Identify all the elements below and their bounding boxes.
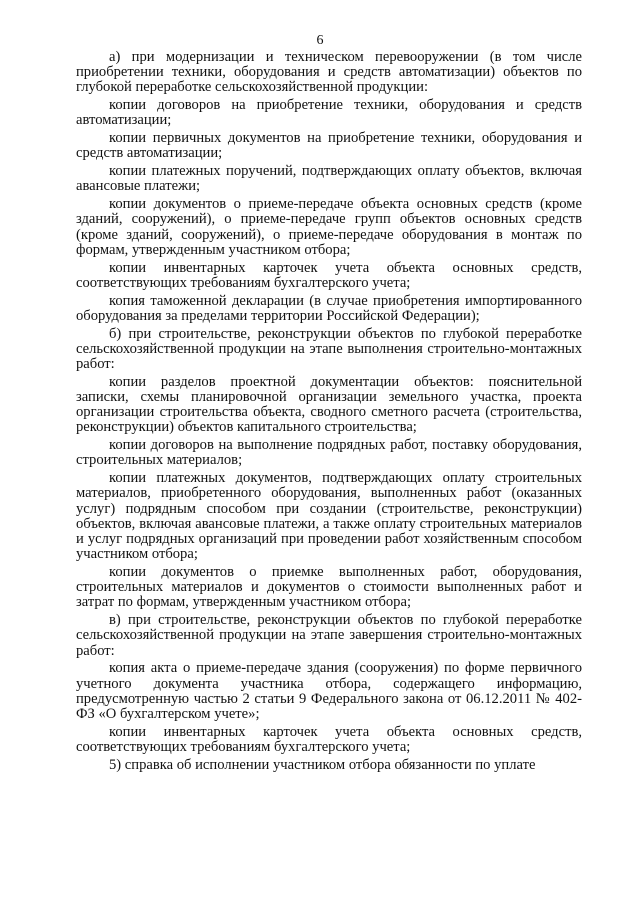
page-number: 6 (316, 33, 324, 48)
paragraph-acceptance-transfer: копии документов о приеме-передаче объекта основных средств (кроме зданий, сооружений), о приеме-передаче групп объектов основных средств (кроме зданий, сооружений), о приеме-передаче оборудования в монтаж по формам, утвержденным участником отбора; (76, 196, 582, 258)
paragraph-item-v-completion: в) при строительстве, реконструкции объектов по глубокой переработке сельскохозяйственной продукции на этапе завершения строительно-монтажных работ: (76, 612, 582, 659)
paragraph-customs-declaration: копия таможенной декларации (в случае приобретения импортированного оборудования за пределами территории Российской Федерации); (76, 292, 582, 324)
paragraph-item-b-construction: б) при строительстве, реконструкции объектов по глубокой переработке сельскохозяйственной продукции на этапе выполнения строительно-монтажных работ: (76, 325, 582, 373)
paragraph-works-acceptance: копии документов о приемке выполненных работ, оборудования, строительных материалов и документов о стоимости выполненных работ и затрат по формам, утвержденным участником отбора; (76, 564, 582, 611)
paragraph-inventory-cards: копии инвентарных карточек учета объекта основных средств, соответствующих требованиям бухгалтерского учета; (76, 259, 582, 291)
paragraph-contracts-equipment: копии договоров на приобретение техники, оборудования и средств автоматизации; (76, 97, 582, 129)
paragraph-building-act: копия акта о приеме-передаче здания (сооружения) по форме первичного учетного документа участника отбора, содержащего информацию, предусмотренную частью 2 статьи 9 Федерального закона от 06.12.2011 № 402-ФЗ «О бухгалтерском учете»; (76, 660, 582, 723)
paragraph-payment-documents: копии платежных документов, подтверждающих оплату строительных материалов, приобретенного оборудования, выполненных работ (оказанных услуг) подрядным способом при создании (строительстве, реконструкции) объектов, включая авансовые платежи, а также оплату строительных материалов и услуг подрядных организаций при проведении работ хозяйственным способом участником отбора; (76, 470, 582, 563)
paragraph-item-a-modernization: а) при модернизации и техническом перевооружении (в том числе приобретении техники, оборудования и средств автоматизации) объектов по глубокой переработке сельскохозяйственной продукции: (76, 49, 582, 96)
paragraph-inventory-cards-2: копии инвентарных карточек учета объекта основных средств, соответствующих требованиям бухгалтерского учета; (76, 723, 582, 756)
paragraph-payment-orders: копии платежных поручений, подтверждающих оплату объектов, включая авансовые платежи; (76, 163, 582, 195)
paragraph-primary-documents: копии первичных документов на приобретение техники, оборудования и средств автоматизации; (76, 130, 582, 162)
document-body (76, 50, 582, 776)
paragraph-item-5-certificate: 5) справка об исполнении участником отбора обязанности по уплате (109, 756, 536, 773)
paragraph-contract-works: копии договоров на выполнение подрядных работ, поставку оборудования, строительных материалов; (76, 437, 582, 469)
paragraph-project-documentation: копии разделов проектной документации объектов: пояснительной записки, схемы планировочной организации земельного участка, проекта организации строительства объекта, сводного сметного расчета (строительства, реконструкции) объектов капитального строительства; (76, 373, 582, 436)
